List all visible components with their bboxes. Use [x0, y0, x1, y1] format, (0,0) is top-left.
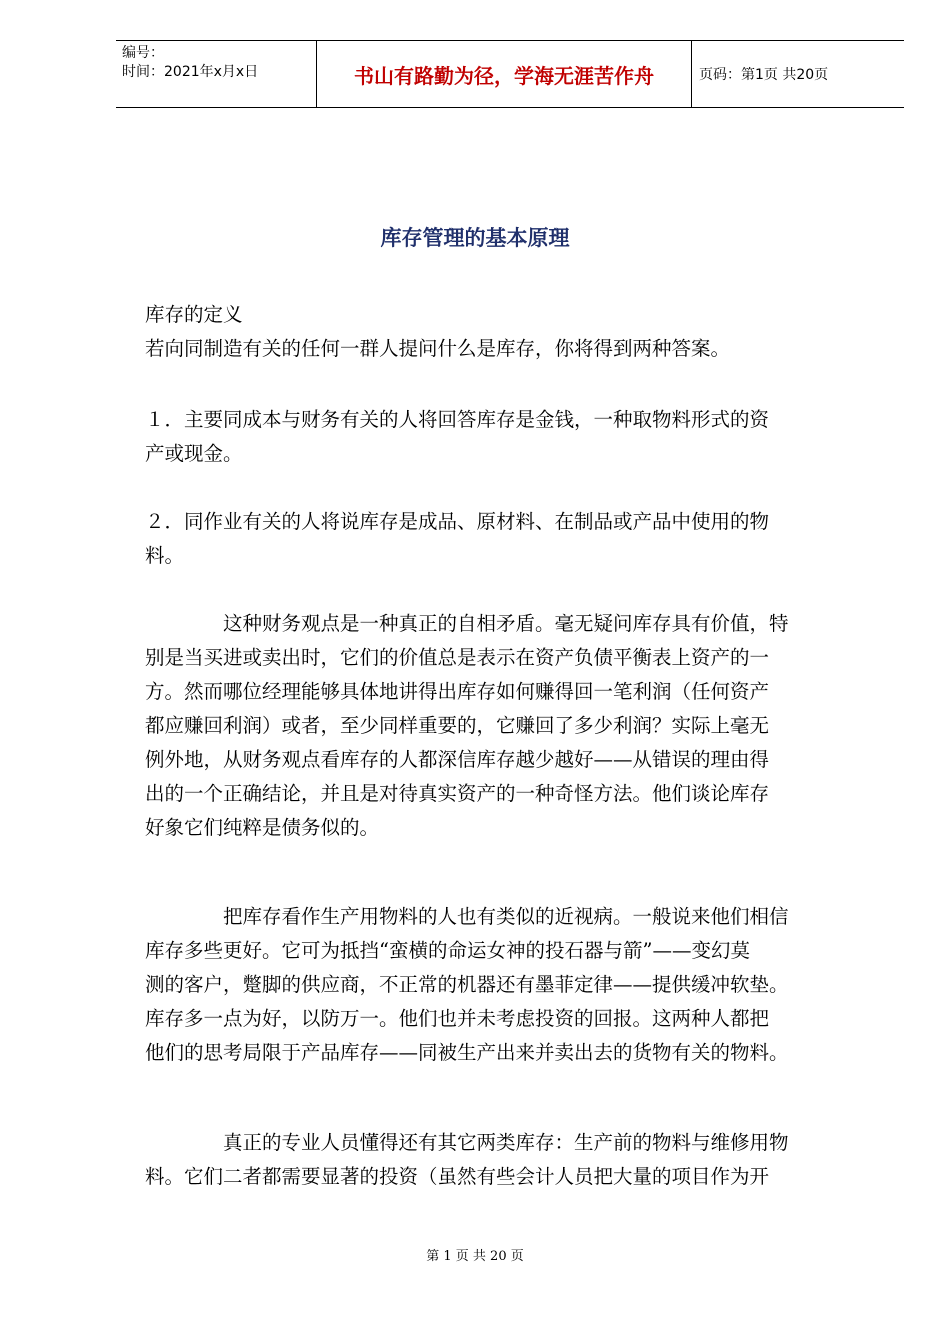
paragraph-line: 库存多些更好。它可为抵挡“蛮横的命运女神的投石器与箭”——变幻莫: [145, 939, 750, 962]
document-title: 库存管理的基本原理: [380, 225, 570, 250]
paragraph-line: 方。然而哪位经理能够具体地讲得出库存如何赚得回一笔利润（任何资产: [145, 680, 770, 703]
document-number-label: 编号：: [122, 45, 164, 61]
paragraph-3: [145, 1126, 873, 1194]
paragraph-line: 都应赚回利润）或者，至少同样重要的，它赚回了多少利润？实际上毫无: [145, 714, 770, 737]
paragraph-line: 把库存看作生产用物料的人也有类似的近视病。一般说来他们相信: [223, 905, 789, 928]
header-motto: 书山有路勤为径，学海无涯苦作舟: [316, 41, 692, 107]
page-footer: 第 1 页 共 20 页: [426, 1249, 524, 1264]
intro-paragraph: 若向同制造有关的任何一群人提问什么是库存，你将得到两种答案。: [145, 337, 731, 360]
paragraph-line: 他们的思考局限于产品库存——同被生产出来并卖出去的货物有关的物料。: [145, 1041, 789, 1064]
definition-block: [145, 298, 873, 366]
page-header: [116, 40, 904, 108]
paragraph-line: 料。它们二者都需要显著的投资（虽然有些会计人员把大量的项目作为开: [145, 1165, 770, 1188]
header-page-info: 页码：第1页 共20页: [699, 67, 829, 83]
list-item-1: [145, 403, 873, 471]
paragraph-2: [145, 900, 873, 1070]
list-item-1-line: 产或现金。: [145, 442, 243, 465]
document-time-label: 时间：2021年x月x日: [122, 64, 259, 80]
list-item-2: [145, 505, 873, 573]
paragraph-line: 例外地，从财务观点看库存的人都深信库存越少越好——从错误的理由得: [145, 748, 770, 771]
list-item-1-line: １．主要同成本与财务有关的人将回答库存是金钱，一种取物料形式的资: [145, 408, 770, 431]
paragraph-line: 别是当买进或卖出时，它们的价值总是表示在资产负债平衡表上资产的一: [145, 646, 770, 669]
list-item-2-line: ２．同作业有关的人将说库存是成品、原材料、在制品或产品中使用的物: [145, 510, 770, 533]
list-item-2-line: 料。: [145, 544, 185, 567]
paragraph-line: 好象它们纯粹是债务似的。: [145, 816, 380, 839]
paragraph-line: 库存多一点为好，以防万一。他们也并未考虑投资的回报。这两种人都把: [145, 1007, 770, 1030]
paragraph-line: 这种财务观点是一种真正的自相矛盾。毫无疑问库存具有价值，特: [223, 612, 789, 635]
paragraph-1: [145, 607, 873, 845]
paragraph-line: 真正的专业人员懂得还有其它两类库存：生产前的物料与维修用物: [223, 1131, 789, 1154]
header-meta: [116, 41, 316, 107]
paragraph-line: 测的客户，蹩脚的供应商，不正常的机器还有墨菲定律——提供缓冲软垫。: [145, 973, 789, 996]
paragraph-line: 出的一个正确结论，并且是对待真实资产的一种奇怪方法。他们谈论库存: [145, 782, 770, 805]
section-heading: 库存的定义: [145, 303, 243, 326]
